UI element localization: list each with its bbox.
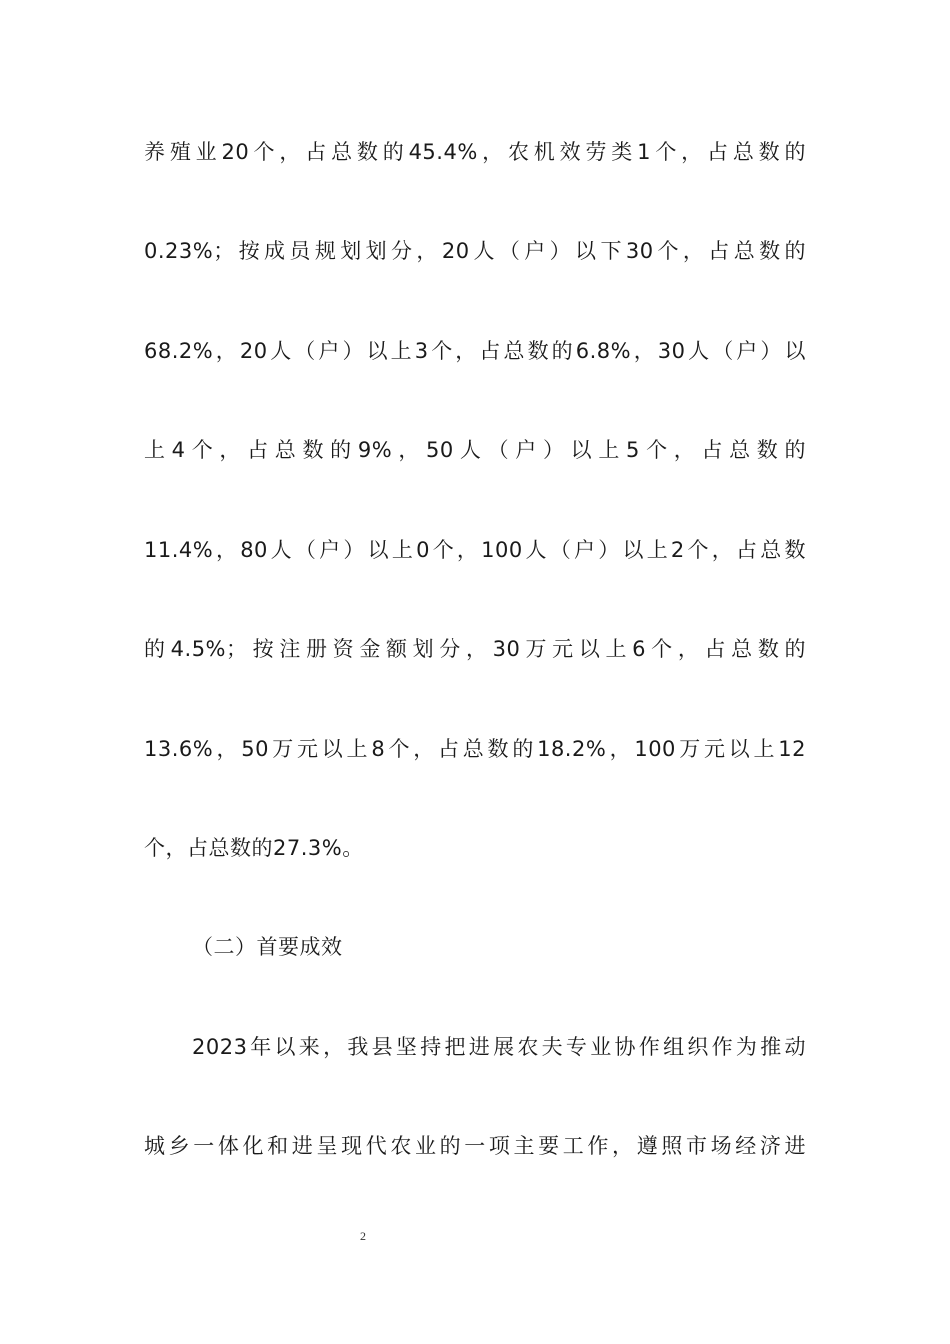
paragraph-line-1: 养殖业20个，占总数的45.4%，农机效劳类1个，占总数的	[144, 140, 806, 164]
page-number: 2	[360, 1229, 366, 1243]
paragraph-line-3: 68.2%，20人（户）以上3个，占总数的6.8%，30人（户）以	[144, 339, 806, 363]
paragraph2-line-2: 城乡一体化和进呈现代农业的一项主要工作，遵照市场经济进	[144, 1134, 806, 1158]
paragraph-line-2: 0.23%；按成员规划划分，20人（户）以下30个，占总数的	[144, 239, 806, 263]
paragraph-line-8: 个，占总数的27.3%。	[144, 836, 364, 860]
section-heading: （二）首要成效	[192, 935, 343, 959]
paragraph-line-7: 13.6%，50万元以上8个，占总数的18.2%，100万元以上12	[144, 737, 806, 761]
paragraph-line-5: 11.4%，80人（户）以上0个，100人（户）以上2个，占总数	[144, 538, 806, 562]
paragraph-line-4: 上4个，占总数的9%，50人（户）以上5个，占总数的	[144, 438, 806, 462]
paragraph2-line-1: 2023年以来，我县坚持把进展农夫专业协作组织作为推动	[192, 1035, 806, 1059]
paragraph-line-6: 的4.5%；按注册资金额划分，30万元以上6个，占总数的	[144, 637, 806, 661]
